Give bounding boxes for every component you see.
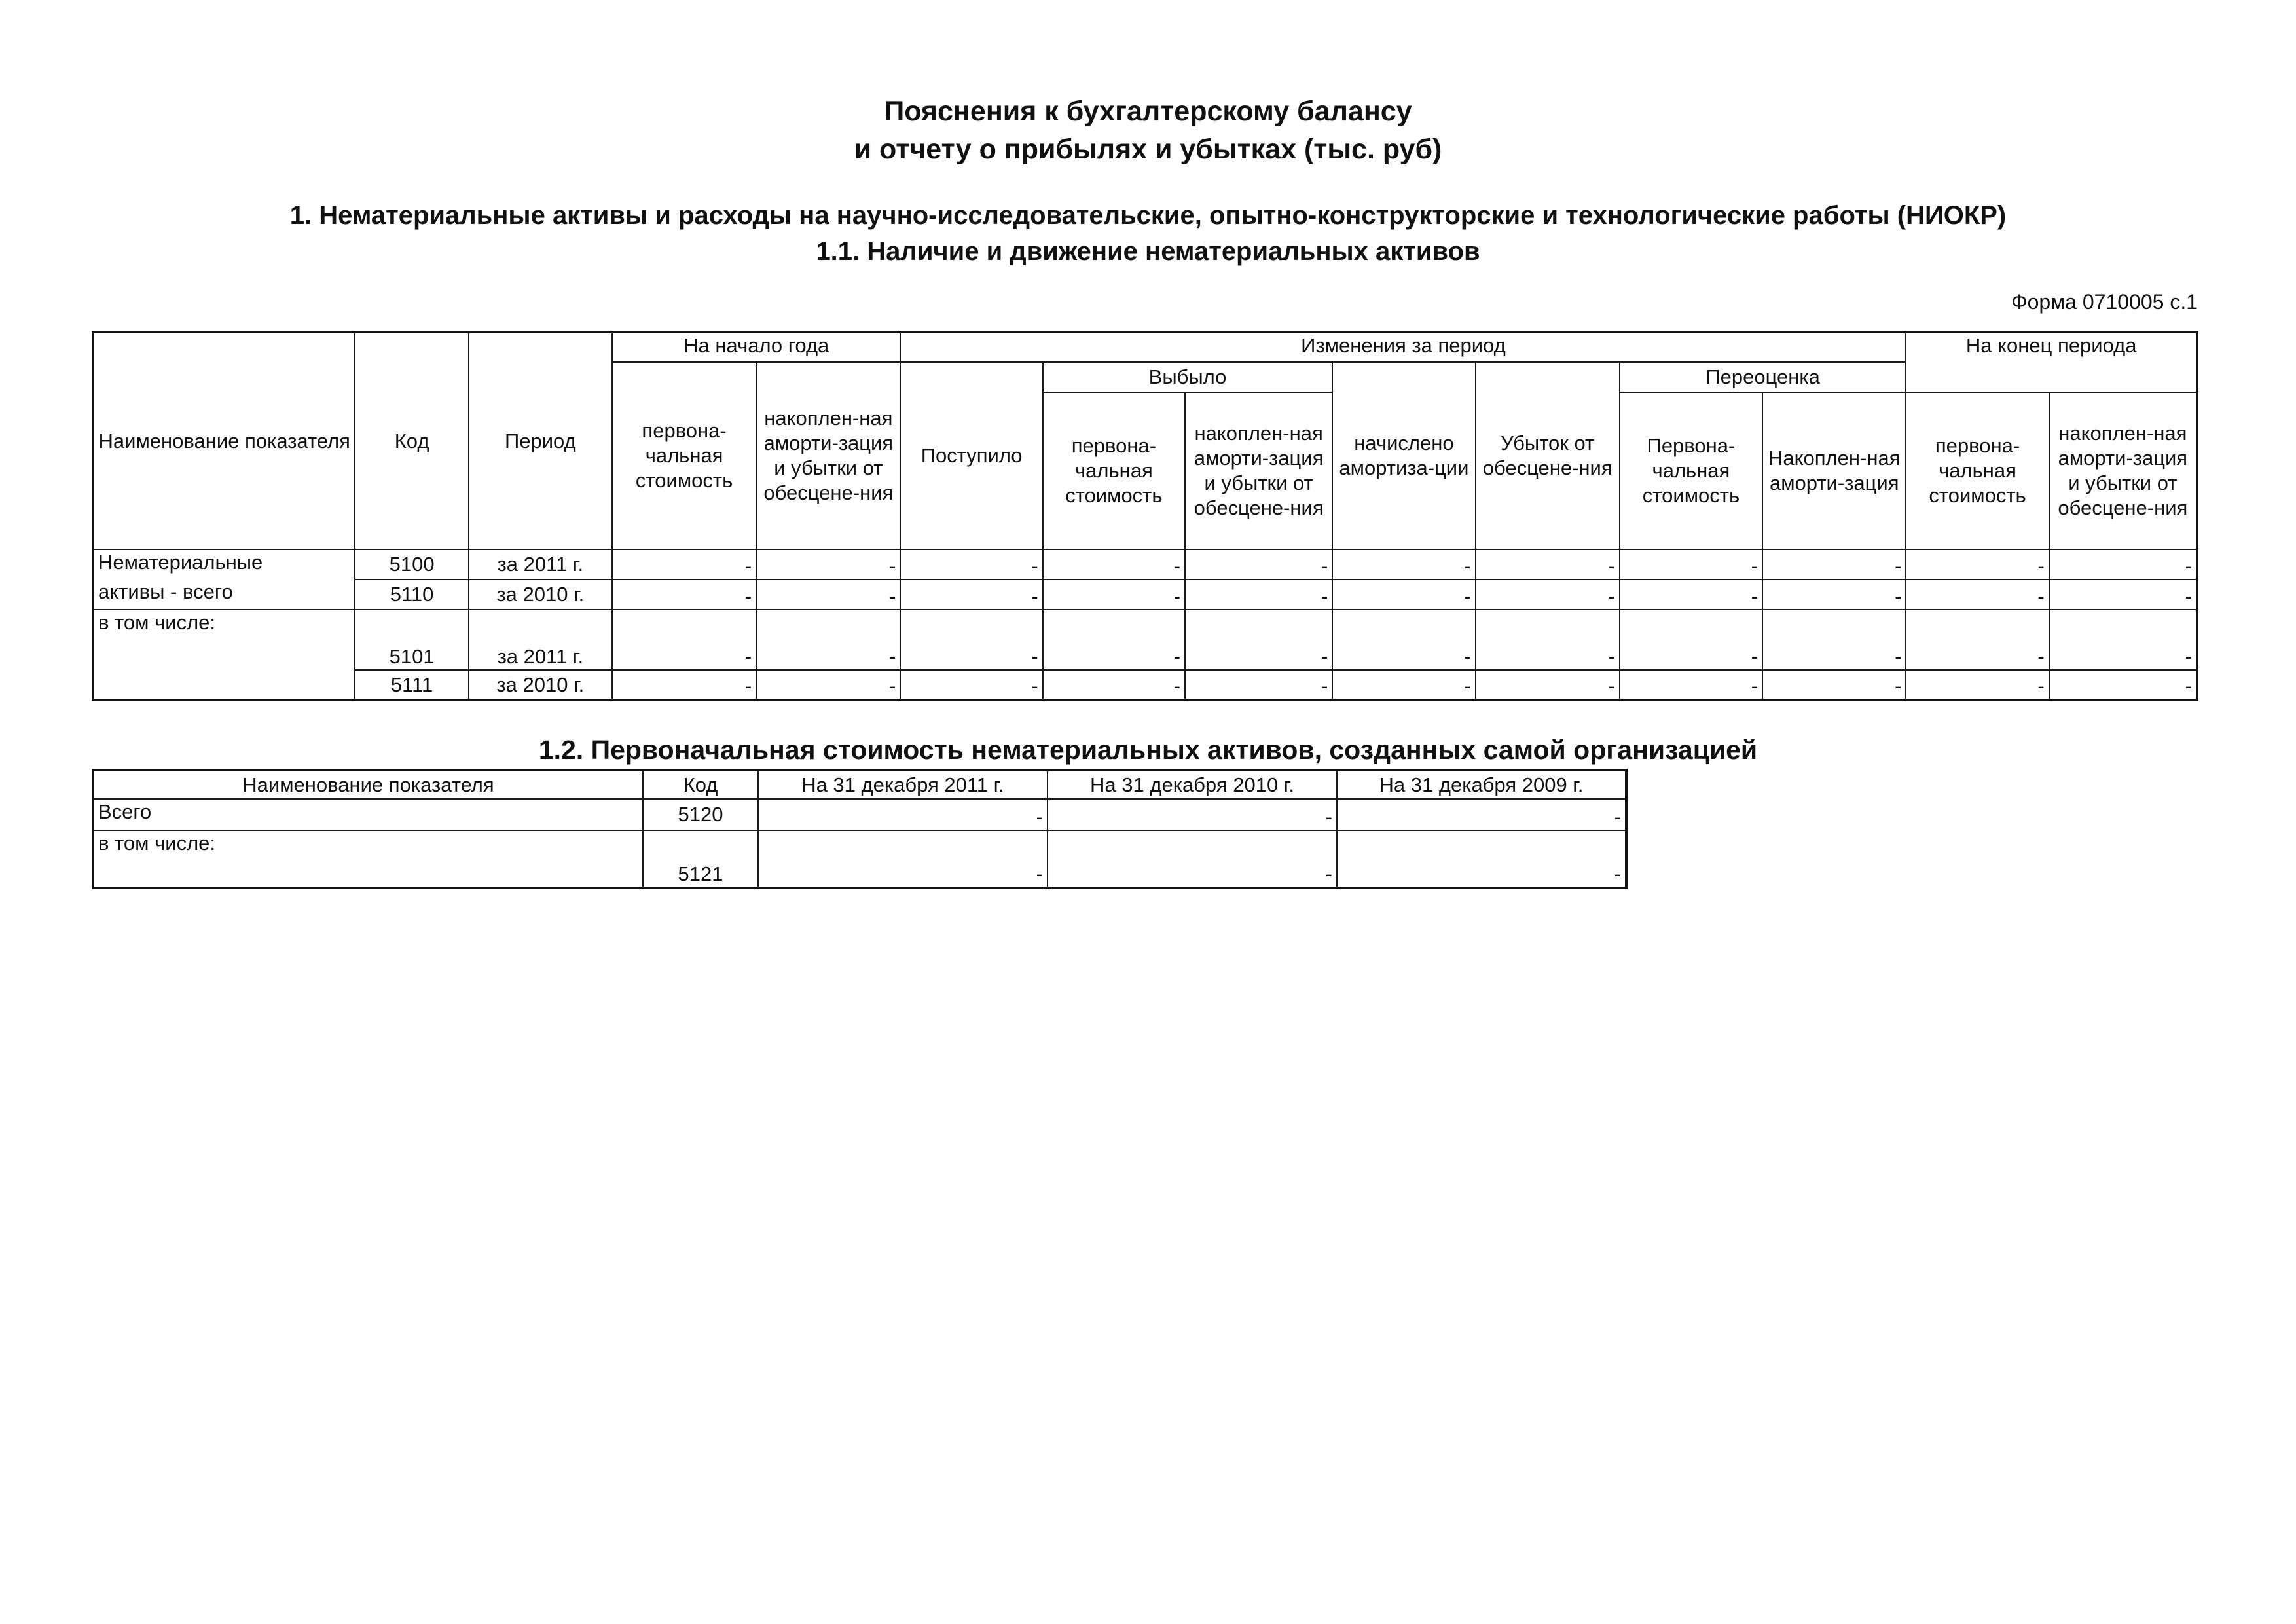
- row-code: 5110: [355, 580, 468, 610]
- value-cell: -: [1476, 549, 1620, 580]
- subsection-heading: 1.2. Первоначальная стоимость нематериальных активов, созданных самой организацией: [538, 735, 1758, 765]
- value-cell: -: [2049, 580, 2197, 610]
- header-charged-amort: начислено амортиза-ции: [1332, 362, 1475, 549]
- header-end-initial-cost: первона-чальная стоимость: [1906, 392, 2049, 549]
- value-cell: -: [1762, 610, 1906, 670]
- header-retired-initial-cost: первона-чальная стоимость: [1043, 392, 1185, 549]
- value-cell: -: [756, 580, 900, 610]
- header-2010: На 31 декабря 2010 г.: [1048, 770, 1337, 799]
- row-code: 5101: [355, 610, 468, 670]
- value-cell: -: [1906, 580, 2049, 610]
- page-subtitle: и отчету о прибылях и убытках (тыс. руб): [854, 134, 1442, 165]
- value-cell: -: [900, 610, 1042, 670]
- intangible-assets-table: [92, 331, 2198, 701]
- value-cell: -: [1185, 670, 1332, 700]
- value-cell: -: [900, 549, 1042, 580]
- value-cell: -: [1337, 799, 1626, 830]
- value-cell: -: [1185, 549, 1332, 580]
- table-row: [93, 580, 2197, 610]
- header-code: Код: [355, 332, 468, 549]
- value-cell: -: [612, 549, 756, 580]
- row-label: Нематериальные: [93, 549, 355, 580]
- table-row: [93, 549, 2197, 580]
- value-cell: -: [1620, 549, 1762, 580]
- value-cell: -: [1762, 670, 1906, 700]
- header-changes: Изменения за период: [900, 332, 1906, 362]
- subsection-heading: 1.1. Наличие и движение нематериальных активов: [816, 237, 1480, 266]
- value-cell: -: [1476, 580, 1620, 610]
- value-cell: -: [756, 549, 900, 580]
- header-2009: На 31 декабря 2009 г.: [1337, 770, 1626, 799]
- value-cell: -: [1762, 580, 1906, 610]
- page-title: Пояснения к бухгалтерскому балансу: [884, 96, 1412, 127]
- header-period: Период: [469, 332, 612, 549]
- value-cell: -: [2049, 670, 2197, 700]
- value-cell: -: [612, 610, 756, 670]
- row-code: 5100: [355, 549, 468, 580]
- value-cell: -: [758, 799, 1048, 830]
- row-label: активы - всего: [93, 580, 355, 610]
- row-label: Всего: [93, 799, 643, 830]
- header-retired: Выбыло: [1043, 362, 1333, 392]
- row-label: в том числе:: [93, 610, 355, 700]
- created-intangibles-table: [92, 769, 1628, 889]
- row-period: за 2011 г.: [469, 549, 612, 580]
- header-start-accum-amort: накоплен-ная аморти-зация и убытки от обесцене-ния: [756, 362, 900, 549]
- value-cell: -: [1620, 580, 1762, 610]
- value-cell: -: [1043, 670, 1185, 700]
- row-period: за 2010 г.: [469, 580, 612, 610]
- header-revaluation: Переоценка: [1620, 362, 1906, 392]
- value-cell: -: [758, 830, 1048, 888]
- value-cell: -: [1332, 549, 1475, 580]
- value-cell: -: [1476, 610, 1620, 670]
- value-cell: -: [1762, 549, 1906, 580]
- header-received: Поступило: [900, 362, 1042, 549]
- row-label: в том числе:: [93, 830, 643, 888]
- header-impairment-loss: Убыток от обесцене-ния: [1476, 362, 1620, 549]
- value-cell: -: [1906, 670, 2049, 700]
- value-cell: -: [1476, 670, 1620, 700]
- table-row: [93, 670, 2197, 700]
- value-cell: -: [1048, 799, 1337, 830]
- value-cell: -: [1185, 580, 1332, 610]
- header-code: Код: [643, 770, 758, 799]
- row-code: 5121: [643, 830, 758, 888]
- value-cell: -: [612, 580, 756, 610]
- header-retired-accum-amort: накоплен-ная аморти-зация и убытки от обесцене-ния: [1185, 392, 1332, 549]
- header-end-of-period: На конец периода: [1906, 332, 2197, 392]
- form-code: Форма 0710005 с.1: [2011, 290, 2198, 314]
- table-row: [93, 799, 1626, 830]
- value-cell: -: [1048, 830, 1337, 888]
- header-start-initial-cost: первона-чальная стоимость: [612, 362, 756, 549]
- header-start-of-year: На начало года: [612, 332, 901, 362]
- header-reval-amort: Накоплен-ная аморти-зация: [1762, 392, 1906, 549]
- value-cell: -: [1906, 549, 2049, 580]
- row-period: за 2010 г.: [469, 670, 612, 700]
- value-cell: -: [1337, 830, 1626, 888]
- header-name: Наименование показателя: [93, 332, 355, 549]
- value-cell: -: [1332, 580, 1475, 610]
- row-code: 5120: [643, 799, 758, 830]
- value-cell: -: [1332, 670, 1475, 700]
- value-cell: -: [1185, 610, 1332, 670]
- value-cell: -: [1906, 610, 2049, 670]
- value-cell: -: [900, 670, 1042, 700]
- section-heading: 1. Нематериальные активы и расходы на научно-исследовательские, опытно-конструкторские и технологические работы (НИОКР): [289, 201, 2007, 230]
- table-row: [93, 830, 1626, 888]
- value-cell: -: [1043, 610, 1185, 670]
- value-cell: -: [756, 670, 900, 700]
- value-cell: -: [2049, 610, 2197, 670]
- value-cell: -: [1620, 670, 1762, 700]
- value-cell: -: [2049, 549, 2197, 580]
- value-cell: -: [612, 670, 756, 700]
- value-cell: -: [900, 580, 1042, 610]
- value-cell: -: [1043, 549, 1185, 580]
- value-cell: -: [1043, 580, 1185, 610]
- header-name: Наименование показателя: [93, 770, 643, 799]
- row-code: 5111: [355, 670, 468, 700]
- header-end-accum-amort: накоплен-ная аморти-зация и убытки от обесцене-ния: [2049, 392, 2197, 549]
- header-2011: На 31 декабря 2011 г.: [758, 770, 1048, 799]
- table-row: [93, 610, 2197, 670]
- value-cell: -: [756, 610, 900, 670]
- value-cell: -: [1620, 610, 1762, 670]
- header-reval-initial-cost: Первона-чальная стоимость: [1620, 392, 1762, 549]
- row-period: за 2011 г.: [469, 610, 612, 670]
- value-cell: -: [1332, 610, 1475, 670]
